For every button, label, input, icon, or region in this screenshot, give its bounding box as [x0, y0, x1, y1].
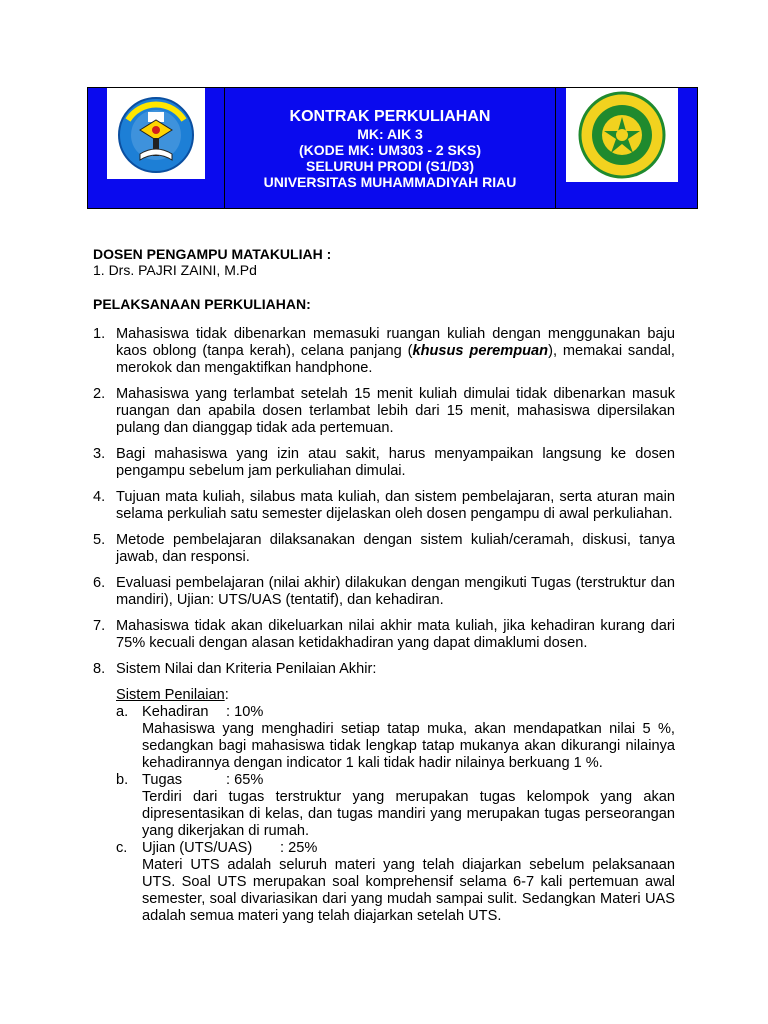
- grading-item-desc: Materi UTS adalah seluruh materi yang telah diajarkan sebelum pelaksanaan UTS. Soal UTS merupakan soal komprehensif selama 6-7 kali pertemuan awal semester, soal divariasikan dari yang mudah sampai sulit. Sedangkan Materi UAS adalah semua materi yang telah diajarkan setelah UTS.: [142, 857, 675, 924]
- grading-item-letter: c.: [116, 840, 128, 856]
- lecturer-name: 1. Drs. PAJRI ZAINI, M.Pd: [93, 262, 257, 278]
- list-text-emphasis: khusus perempuan: [412, 343, 549, 359]
- grading-heading: [116, 687, 675, 704]
- list-item: [93, 575, 675, 609]
- list-item: [93, 386, 675, 437]
- contract-title: KONTRAK PERKULIAHAN: [289, 108, 491, 125]
- list-text: Evaluasi pembelajaran (nilai akhir) dilakukan dengan mengikuti Tugas (terstruktur dan mandiri), Ujian: UTS/UAS (tentatif), dan kehadiran.: [116, 575, 675, 608]
- list-item: [93, 661, 675, 678]
- grading-item-body: [142, 772, 675, 840]
- grading-item-value: : 65%: [226, 772, 264, 788]
- grading-item-value: : 10%: [226, 704, 264, 720]
- grading-item-desc: Mahasiswa yang menghadiri setiap tatap muka, akan mendapatkan nilai 5 %, sedangkan bagi mahasiswa tidak lengkap tatap mukanya akan dikurangi nilainya kehadirannya dengan indicator 1 kali tidak hadir nilainya berkuang 1 %.: [142, 721, 675, 771]
- header-title-cell: [225, 88, 557, 208]
- list-item: [93, 326, 675, 377]
- grading-item: [116, 772, 675, 840]
- grading-item-label: Tugas: [142, 772, 183, 788]
- list-number: 3.: [93, 446, 106, 462]
- header-right-cell: [556, 88, 697, 208]
- grading-item-value: : 25%: [280, 840, 318, 856]
- list-number: 6.: [93, 575, 106, 591]
- rules-list: [93, 326, 675, 925]
- tut-wuri-logo-icon: [110, 92, 202, 176]
- list-text: Metode pembelajaran dilaksanakan dengan sistem kuliah/ceramah, diskusi, tanya jawab, dan responsi.: [116, 532, 675, 565]
- list-text: Sistem Nilai dan Kriteria Penilaian Akhir:: [116, 661, 377, 677]
- list-number: 5.: [93, 532, 106, 548]
- list-text-post: ), memakai sandal, merokok dan mengaktifkan handphone.: [116, 343, 675, 376]
- grading-item-label: Ujian (UTS/UAS): [142, 840, 253, 856]
- grading-item-body: [142, 840, 675, 925]
- umri-logo: [566, 88, 678, 182]
- tut-wuri-handayani-logo: [107, 88, 205, 179]
- grading-item-body: [142, 704, 675, 772]
- list-text: Bagi mahasiswa yang izin atau sakit, harus menyampaikan langsung ke dosen pengampu sebelum jam perkuliahan dimulai.: [116, 446, 675, 479]
- course-code: (KODE MK: UM303 - 2 SKS): [298, 142, 482, 158]
- list-text-pre: Mahasiswa tidak dibenarkan memasuki ruangan kuliah dengan menggunakan baju kaos oblong (tanpa kerah), celana panjang (: [116, 326, 675, 359]
- grading-heading-text: Sistem Penilaian: [116, 687, 225, 703]
- list-item: [93, 618, 675, 652]
- list-item: [93, 489, 675, 523]
- header-left-cell: [88, 88, 225, 208]
- list-text: Tujuan mata kuliah, silabus mata kuliah, dan sistem pembelajaran, serta aturan main selama perkuliah satu semester dijelaskan oleh dosen pengampu di awal perkuliahan.: [116, 489, 675, 522]
- list-text: Mahasiswa tidak akan dikeluarkan nilai akhir mata kuliah, jika kehadiran kurang dari 75% kecuali dengan alasan ketidakhadiran yang dapat dimaklumi dosen.: [116, 618, 675, 651]
- header-table: [87, 87, 698, 209]
- list-number: 4.: [93, 489, 106, 505]
- grading-heading-colon: :: [224, 687, 229, 703]
- study-programs: SELURUH PRODI (S1/D3): [305, 158, 475, 174]
- grading-item: [116, 840, 675, 925]
- grading-item-desc: Terdiri dari tugas terstruktur yang merupakan tugas kelompok yang akan dipresentasikan di kelas, dan tugas mandiri yang merupakan tugas perseorangan yang dikerjakan di rumah.: [142, 789, 675, 839]
- grading-item-label: Kehadiran: [142, 704, 209, 720]
- list-text: [116, 326, 675, 377]
- list-text: Mahasiswa yang terlambat setelah 15 menit kuliah dimulai tidak dibenarkan masuk ruangan dan apabila dosen terlambat lebih dari 15 menit, mahasiswa dipersilakan pulang dan dianggap tidak ada pertemuan.: [116, 386, 675, 436]
- list-number: 8.: [93, 661, 106, 677]
- lecturer-heading: DOSEN PENGAMPU MATAKULIAH :: [93, 246, 332, 262]
- list-item: [93, 532, 675, 566]
- implementation-heading: PELAKSANAAN PERKULIAHAN:: [93, 296, 311, 312]
- umri-seal-icon: [572, 90, 672, 180]
- grading-system: [116, 687, 675, 925]
- list-number: 2.: [93, 386, 106, 402]
- grading-item-letter: b.: [116, 772, 129, 788]
- list-number: 1.: [93, 326, 106, 342]
- course-name: MK: AIK 3: [357, 126, 423, 142]
- university-name: UNIVERSITAS MUHAMMADIYAH RIAU: [263, 174, 517, 190]
- list-number: 7.: [93, 618, 106, 634]
- grading-item-letter: a.: [116, 704, 129, 720]
- grading-item: [116, 704, 675, 772]
- list-item: [93, 446, 675, 480]
